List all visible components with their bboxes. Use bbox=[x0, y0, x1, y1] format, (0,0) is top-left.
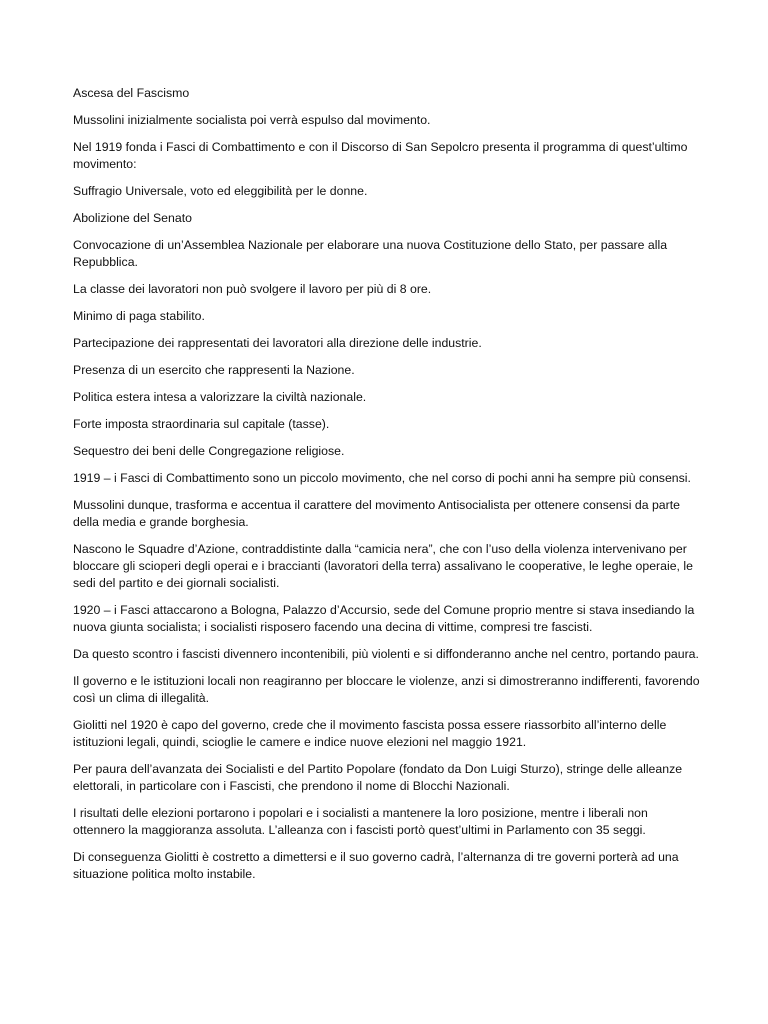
paragraph: La classe dei lavoratori non può svolgere il lavoro per più di 8 ore. bbox=[73, 282, 432, 296]
paragraph: Mussolini dunque, trasforma e accentua il carattere del movimento Antisocialista per ottenere consensi da parte della media e grande borghesia. bbox=[73, 498, 680, 529]
paragraph: Politica estera intesa a valorizzare la civiltà nazionale. bbox=[73, 390, 367, 404]
paragraph: Per paura dell’avanzata dei Socialisti e del Partito Popolare (fondato da Don Luigi Sturzo), stringe delle alleanze elettorali, in particolare con i Fascisti, che prendono il nome di Blocchi Nazionali. bbox=[73, 762, 683, 793]
paragraph: Sequestro dei beni delle Congregazione religiose. bbox=[73, 444, 345, 458]
paragraph: Nascono le Squadre d’Azione, contraddistinte dalla “camicia nera”, che con l’uso della violenza intervenivano per bloccare gli scioperi degli operai e i braccianti (lavoratori della terra) assalivano le cooperative, le leghe operaie, le sedi del partito e dei giornali socialisti. bbox=[73, 542, 693, 590]
paragraph: Minimo di paga stabilito. bbox=[73, 309, 205, 323]
paragraph: Il governo e le istituzioni locali non reagiranno per bloccare le violenze, anzi si dimostreranno indifferenti, favorendo così un clima di illegalità. bbox=[73, 674, 700, 705]
paragraph: Da questo scontro i fascisti divennero incontenibili, più violenti e si diffonderanno anche nel centro, portando paura. bbox=[73, 647, 699, 661]
paragraph: Partecipazione dei rappresentati dei lavoratori alla direzione delle industrie. bbox=[73, 336, 482, 350]
paragraph: Presenza di un esercito che rappresenti la Nazione. bbox=[73, 363, 355, 377]
paragraph: Nel 1919 fonda i Fasci di Combattimento e con il Discorso di San Sepolcro presenta il programma di quest’ultimo movimento: bbox=[73, 140, 688, 171]
document-page bbox=[73, 85, 703, 893]
paragraph: Abolizione del Senato bbox=[73, 211, 192, 225]
paragraph: 1920 – i Fasci attaccarono a Bologna, Palazzo d’Accursio, sede del Comune proprio mentre si stava insediando la nuova giunta socialista; i socialisti risposero facendo una decina di vittime, compresi tre fascisti. bbox=[73, 603, 695, 634]
paragraph: Di conseguenza Giolitti è costretto a dimettersi e il suo governo cadrà, l’alternanza di tre governi porterà ad una situazione politica molto instabile. bbox=[73, 850, 679, 881]
paragraph: I risultati delle elezioni portarono i popolari e i socialisti a mantenere la loro posizione, mentre i liberali non ottennero la maggioranza assoluta. L’alleanza con i fascisti portò quest’ultimi in Parlamento con 35 seggi. bbox=[73, 806, 648, 837]
paragraph: 1919 – i Fasci di Combattimento sono un piccolo movimento, che nel corso di pochi anni ha sempre più consensi. bbox=[73, 471, 691, 485]
document-title: Ascesa del Fascismo bbox=[73, 86, 190, 100]
paragraph: Mussolini inizialmente socialista poi verrà espulso dal movimento. bbox=[73, 113, 431, 127]
paragraph: Suffragio Universale, voto ed eleggibilità per le donne. bbox=[73, 184, 368, 198]
paragraph: Convocazione di un’Assemblea Nazionale per elaborare una nuova Costituzione dello Stato, per passare alla Repubblica. bbox=[73, 238, 668, 269]
paragraph: Giolitti nel 1920 è capo del governo, crede che il movimento fascista possa essere riassorbito all’interno delle istituzioni legali, quindi, scioglie le camere e indice nuove elezioni nel maggio 1921. bbox=[73, 718, 667, 749]
paragraph: Forte imposta straordinaria sul capitale (tasse). bbox=[73, 417, 330, 431]
